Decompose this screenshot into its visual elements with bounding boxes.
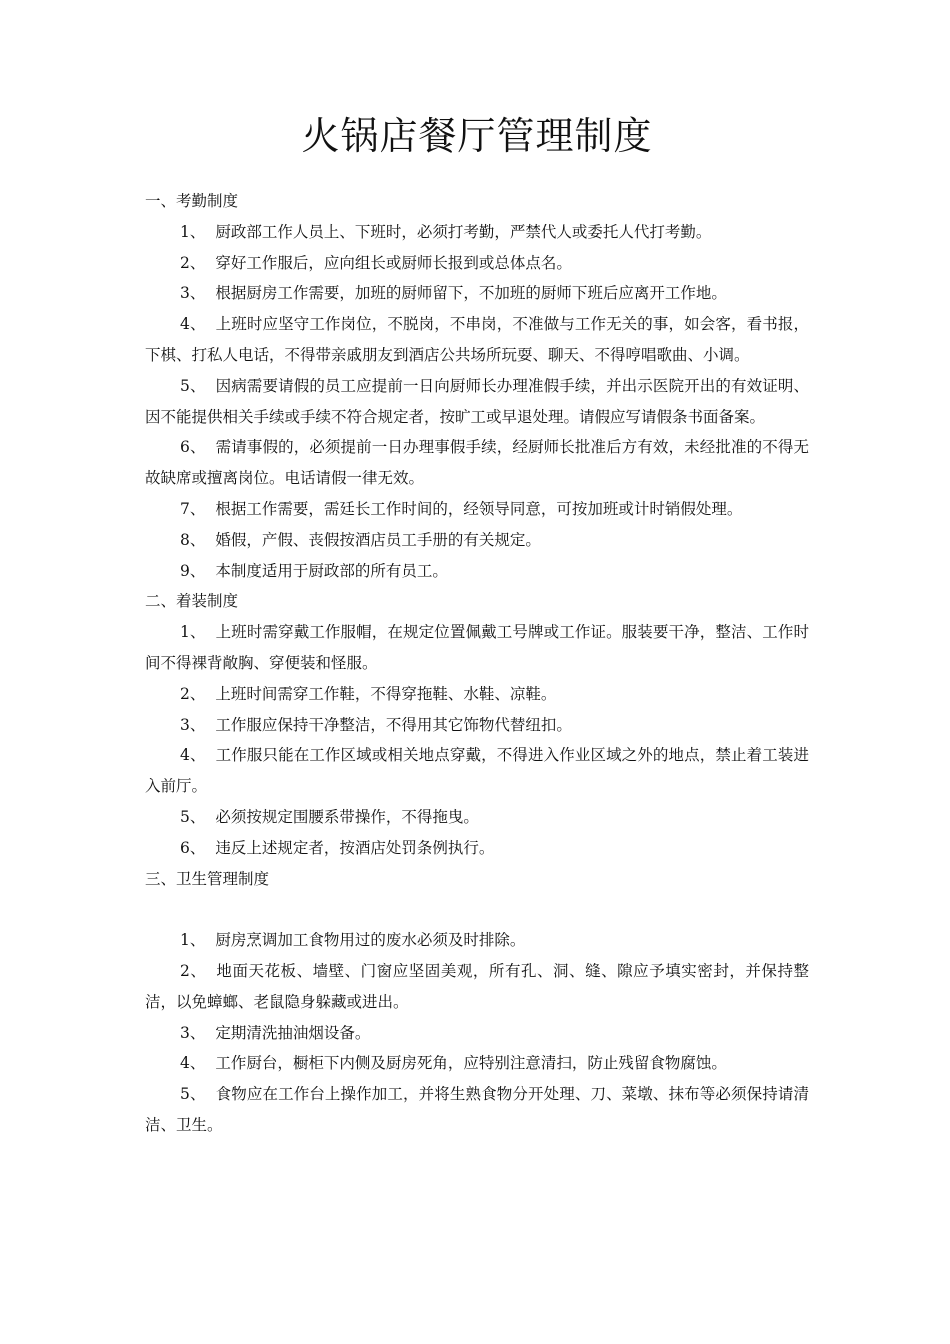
list-item <box>145 740 809 802</box>
item-text: 上班时需穿戴工作服帽，在规定位置佩戴工号牌或工作证。服装要干净，整洁、工作时间不得裸背敞胸、穿便装和怪服。 <box>145 623 809 672</box>
list-item <box>145 1079 809 1141</box>
item-text: 穿好工作服后，应向组长或厨师长报到或总体点名。 <box>215 253 572 272</box>
section-heading: 二、着装制度 <box>145 592 239 611</box>
item-text: 上班时间需穿工作鞋，不得穿拖鞋、水鞋、凉鞋。 <box>215 684 557 703</box>
item-text: 上班时应坚守工作岗位，不脱岗，不串岗，不准做与工作无关的事，如会客，看书报，下棋、打私人电话，不得带亲戚朋友到酒店公共场所玩耍、聊天、不得哼唱歌曲、小调。 <box>145 315 809 364</box>
item-text: 定期清洗抽油烟设备。 <box>215 1023 371 1042</box>
item-number: 5、 <box>180 1085 206 1104</box>
list-item <box>145 432 809 494</box>
list-item <box>145 248 809 279</box>
section-attendance <box>145 186 809 586</box>
list-item <box>145 309 809 371</box>
item-text: 工作服应保持干净整洁，不得用其它饰物代替纽扣。 <box>215 715 572 734</box>
section-heading: 三、卫生管理制度 <box>145 869 270 888</box>
item-number: 1、 <box>180 931 206 950</box>
item-text: 根据工作需要，需廷长工作时间的，经领导同意，可按加班或计时销假处理。 <box>215 499 743 518</box>
list-item <box>145 1018 809 1049</box>
list-item <box>145 371 809 433</box>
list-item <box>145 494 809 525</box>
list-item <box>145 278 809 309</box>
document-title: 火锅店餐厅管理制度 <box>301 114 653 158</box>
list-item <box>145 679 809 710</box>
blank-line <box>145 894 809 925</box>
item-text: 婚假，产假、丧假按酒店员工手册的有关规定。 <box>215 530 541 549</box>
list-item <box>145 956 809 1018</box>
list-item <box>145 710 809 741</box>
item-number: 4、 <box>180 1054 206 1073</box>
item-text: 需请事假的，必须提前一日办理事假手续，经厨师长批准后方有效，未经批准的不得无故缺席或擅离岗位。电话请假一律无效。 <box>145 438 809 488</box>
item-number: 4、 <box>180 746 206 765</box>
item-number: 3、 <box>180 1023 206 1042</box>
document-page <box>145 110 809 1141</box>
list-item <box>145 833 809 864</box>
item-number: 3、 <box>180 284 206 303</box>
item-number: 2、 <box>180 684 206 703</box>
list-item <box>145 217 809 248</box>
item-number: 2、 <box>180 961 207 980</box>
item-number: 1、 <box>180 222 206 241</box>
item-text: 地面天花板、墙壁、门窗应坚固美观，所有孔、洞、缝、隙应予填实密封，并保持整洁，以免蟑螂、老鼠隐身躲藏或进出。 <box>145 961 809 1011</box>
item-text: 本制度适用于厨政部的所有员工。 <box>215 561 448 580</box>
item-number: 9、 <box>180 561 206 580</box>
item-text: 必须按规定围腰系带操作，不得拖曳。 <box>215 807 479 826</box>
item-text: 厨房烹调加工食物用过的废水必须及时排除。 <box>215 931 526 950</box>
item-text: 工作厨台，橱柜下内侧及厨房死角，应特别注意清扫，防止残留食物腐蚀。 <box>215 1054 727 1073</box>
item-number: 3、 <box>180 715 206 734</box>
item-number: 2、 <box>180 253 206 272</box>
section-hygiene <box>145 864 809 1141</box>
item-text: 厨政部工作人员上、下班时，必须打考勤，严禁代人或委托人代打考勤。 <box>215 222 712 241</box>
item-text: 工作服只能在工作区域或相关地点穿戴，不得进入作业区域之外的地点，禁止着工装进入前厅。 <box>145 746 809 796</box>
section-heading: 一、考勤制度 <box>145 192 239 210</box>
item-text: 根据厨房工作需要，加班的厨师留下，不加班的厨师下班后应离开工作地。 <box>215 284 727 303</box>
list-item <box>145 525 809 556</box>
list-item <box>145 617 809 679</box>
item-number: 8、 <box>180 530 206 549</box>
item-number: 7、 <box>180 499 206 518</box>
item-number: 5、 <box>180 376 206 395</box>
list-item <box>145 556 809 587</box>
list-item <box>145 802 809 833</box>
item-text: 违反上述规定者，按酒店处罚条例执行。 <box>215 838 495 857</box>
section-dress-code <box>145 586 809 863</box>
item-text: 因病需要请假的员工应提前一日向厨师长办理准假手续，并出示医院开出的有效证明、因不能提供相关手续或手续不符合规定者，按旷工或早退处理。请假应写请假条书面备案。 <box>145 376 809 426</box>
list-item <box>145 1048 809 1079</box>
list-item <box>145 925 809 956</box>
item-number: 4、 <box>180 315 206 334</box>
item-text: 食物应在工作台上操作加工，并将生熟食物分开处理、刀、菜墩、抹布等必须保持请清洁、卫生。 <box>145 1085 809 1134</box>
item-number: 1、 <box>180 623 206 642</box>
item-number: 6、 <box>180 838 206 857</box>
item-number: 5、 <box>180 807 206 826</box>
item-number: 6、 <box>180 438 206 457</box>
